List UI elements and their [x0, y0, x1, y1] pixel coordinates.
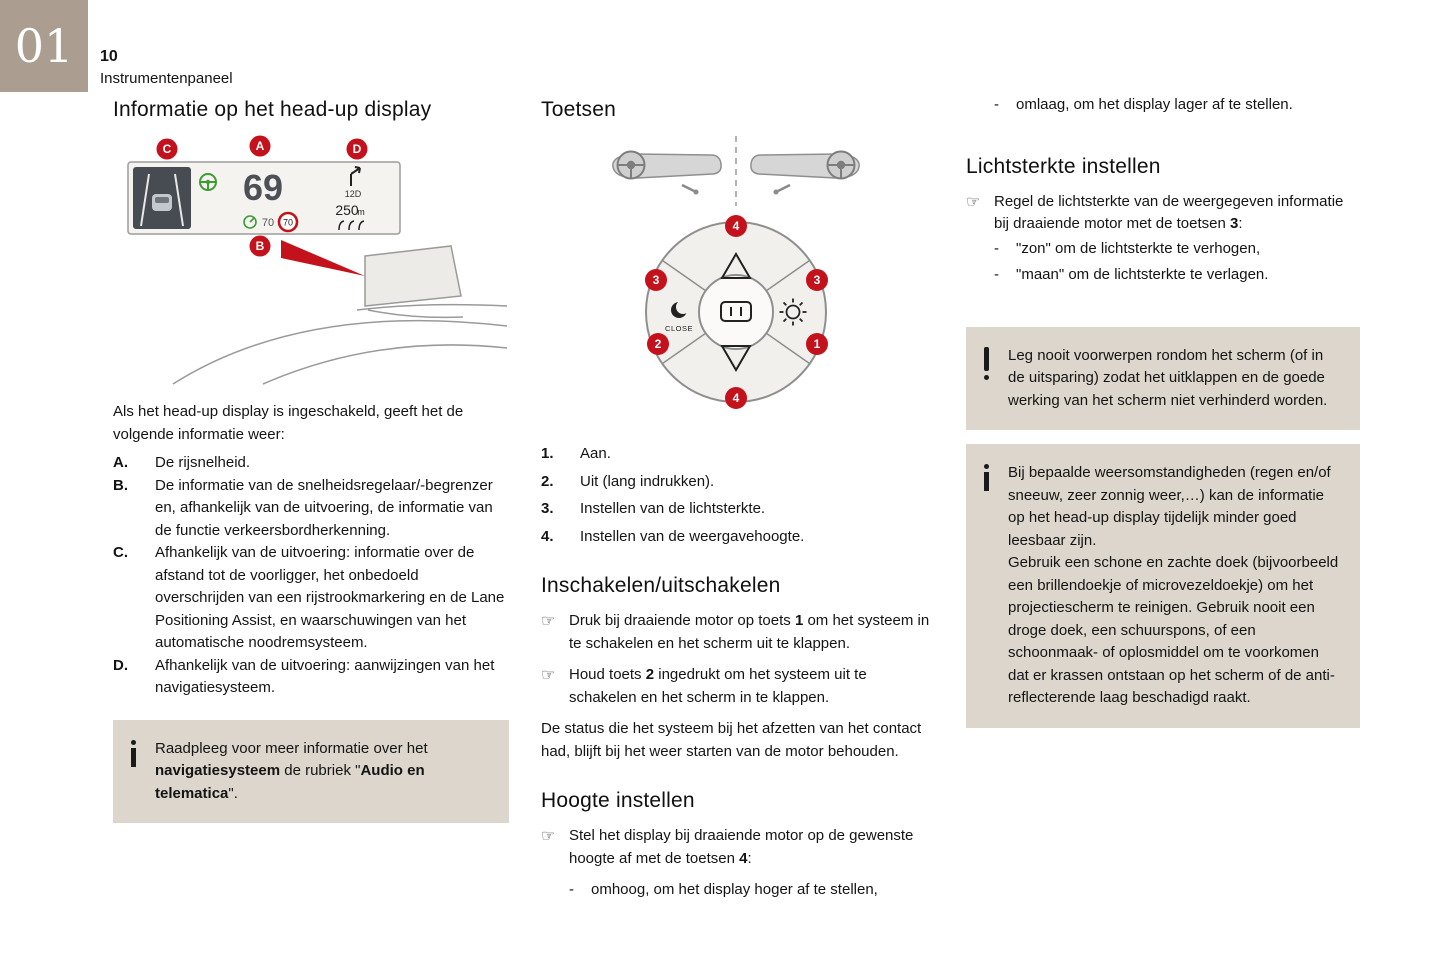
- text-segment: de rubriek ": [280, 762, 361, 779]
- dash-text: "zon" om de lichtsterkte te verhogen,: [1016, 239, 1261, 257]
- item-label: C.: [113, 544, 128, 561]
- item-number: 3.: [541, 500, 554, 517]
- chapter-number: 01: [14, 19, 74, 73]
- chapter-tab: [0, 0, 88, 92]
- label-c-text: C: [162, 142, 172, 156]
- item-number: 1.: [541, 445, 554, 462]
- button-4-text: 4: [732, 219, 740, 233]
- text-segment: ".: [228, 784, 238, 802]
- label-d-text: D: [352, 142, 362, 156]
- item-text: Uit (lang indrukken).: [580, 472, 715, 490]
- list-item: [113, 452, 509, 475]
- speed-limit-value: 70: [282, 217, 294, 228]
- text-segment: :: [1238, 215, 1243, 232]
- dash-marker: -: [994, 96, 999, 113]
- stalk-lever-icon-left: [682, 185, 699, 195]
- bullet-item: [966, 191, 1360, 236]
- button-1-text: 1: [813, 337, 821, 351]
- list-item: [541, 443, 933, 466]
- text-segment: :: [747, 849, 752, 867]
- button-3-text: 3: [813, 273, 821, 287]
- pad-center-button: [699, 275, 773, 349]
- item-number: 4.: [541, 527, 554, 545]
- item-text: De informatie van de snelheidsregelaar/-begrenzer en, afhankelijk van de uitvoering, de informatie van de functie verkeersbordherkenning.: [155, 476, 493, 539]
- steering-wheel-icon-left: [618, 152, 645, 179]
- heading-on-off: Inschakelen/uitschakelen: [541, 574, 781, 597]
- heading-hud-info: Informatie op het head-up display: [113, 98, 432, 121]
- list-item: [113, 542, 509, 655]
- hud-illustration: [113, 134, 509, 391]
- hud-distance-value: 250: [335, 202, 359, 218]
- pointer-icon: ☞: [541, 613, 556, 630]
- text-segment-bold: navigatiesysteem: [155, 762, 281, 779]
- column-right: [966, 94, 1360, 728]
- heading-brightness: Lichtsterkte instellen: [966, 154, 1161, 178]
- list-item: [541, 526, 933, 549]
- heading-buttons: Toetsen: [541, 98, 616, 121]
- text-segment-bold: Audio en telematica: [155, 762, 425, 802]
- item-text: Instellen van de lichtsterkte.: [580, 500, 766, 517]
- dash-item: [994, 238, 1360, 261]
- item-label: D.: [113, 656, 128, 674]
- text-segment: Houd toets: [569, 666, 646, 683]
- info-box-paragraph: Gebruik een schone en zachte doek (bijvoorbeeld een brillendoekje of microvezeldoekje) om het projectiescherm te reinigen. Gebruik nooit een droge doek, een schuurspons, of een schoonmaak- of oplosmiddel om te voorkomen dat er krassen ontstaan op het scherm of de anti-reflecterende laag beschadigd raakt.: [1008, 554, 1339, 706]
- projection-arrow: [281, 240, 365, 276]
- bullet-text: [569, 825, 933, 870]
- hud-speed-value: 69: [242, 167, 284, 208]
- bullet-item: [541, 825, 933, 870]
- buttons-figure: [541, 134, 931, 426]
- info-icon: [129, 738, 141, 806]
- heading-height: Hoogte instellen: [541, 789, 695, 812]
- text-segment: ingedrukt om het systeem uit te schakelen en het scherm in te klappen.: [569, 666, 867, 706]
- info-box-navigation: [113, 720, 509, 824]
- hud-exit-label: 12D: [344, 189, 362, 199]
- warning-text: Leg nooit voorwerpen rondom het scherm (of in de uitsparing) zodat het uitklappen en de goede werking van het scherm niet verhinderd worden.: [1008, 346, 1328, 409]
- buttons-illustration: [541, 134, 933, 431]
- dash-text: "maan" om de lichtsterkte te verlagen.: [1016, 266, 1269, 283]
- page-number: 10: [100, 48, 118, 65]
- bullet-text: [569, 664, 933, 709]
- hud-intro-text: Als het head-up display is ingeschakeld, geeft het de volgende informatie weer:: [113, 403, 464, 443]
- list-item: [541, 471, 933, 494]
- button-3-text: 3: [652, 273, 660, 287]
- text-segment-bold: 4: [739, 849, 748, 867]
- text-segment: Druk bij draaiende motor op toets: [569, 612, 795, 629]
- item-text: Instellen van de weergavehoogte.: [580, 527, 805, 545]
- text-segment-bold: 2: [645, 666, 655, 683]
- column-left: [113, 98, 509, 823]
- hud-figure: [113, 134, 509, 386]
- steering-wheel-icon-right: [828, 152, 855, 179]
- car-window: [155, 197, 169, 203]
- cruise-speed-value: 70: [261, 217, 275, 229]
- item-number: 2.: [541, 472, 554, 490]
- pointer-icon: ☞: [541, 667, 556, 684]
- dash-item: [994, 94, 1360, 117]
- section-title: Instrumentenpaneel: [100, 70, 233, 87]
- label-a-text: A: [255, 139, 265, 153]
- info-icon: [982, 462, 994, 710]
- hud-legend-list: [113, 452, 509, 700]
- button-4-text: 4: [732, 391, 740, 405]
- warning-box: [966, 327, 1360, 431]
- pointer-icon: ☞: [966, 193, 981, 211]
- dash-item: [569, 879, 933, 902]
- item-label: B.: [113, 476, 128, 494]
- bullet-text: [569, 610, 933, 655]
- item-text: Afhankelijk van de uitvoering: informatie over de afstand tot de voorligger, het onbedoeld overschrijden van een rijstrookmarkering en de Lane Positioning Assist, en waarschuwingen van het automatische noodremsysteem.: [155, 544, 505, 651]
- dash-item: [994, 264, 1360, 287]
- label-b-text: B: [255, 239, 265, 253]
- buttons-legend-list: [541, 443, 933, 548]
- item-label: A.: [113, 454, 128, 471]
- list-item: [113, 655, 509, 700]
- text-segment-bold: 3: [1229, 215, 1239, 232]
- stalk-lever-icon-right: [774, 185, 791, 195]
- dash-marker: -: [994, 239, 999, 257]
- item-text: Afhankelijk van de uitvoering: aanwijzingen van het navigatiesysteem.: [155, 656, 495, 696]
- bullet-text: [994, 191, 1360, 236]
- status-paragraph: De status die het systeem bij het afzetten van het contact had, blijft bij het weer starten van de motor behouden.: [541, 720, 922, 760]
- text-segment: Regel de lichtsterkte van de weergegeven informatie bij draaiende motor met de toetsen: [994, 192, 1344, 232]
- dash-text: omhoog, om het display hoger af te stellen,: [591, 881, 878, 898]
- bullet-item: [541, 664, 933, 709]
- list-item: [113, 475, 509, 543]
- info-box-paragraph: Bij bepaalde weersomstandigheden (regen en/of sneeuw, zeer zonnig weer,…) kan de informatie op het head-up display tijdelijk minder goed leesbaar zijn.: [1008, 464, 1331, 549]
- warning-icon: [982, 345, 994, 413]
- dash-text: omlaag, om het display lager af te stellen.: [1016, 96, 1293, 113]
- button-2-text: 2: [654, 337, 662, 351]
- info-box-weather: [966, 444, 1360, 728]
- close-label: CLOSE: [665, 324, 693, 333]
- text-segment: om het systeem in te schakelen en het scherm uit te klappen.: [569, 612, 930, 652]
- hud-distance-unit: m: [357, 207, 365, 217]
- list-item: [541, 498, 933, 521]
- text-segment: Stel het display bij draaiende motor op de gewenste hoogte af met de toetsen: [569, 827, 914, 867]
- item-text: De rijsnelheid.: [155, 454, 251, 471]
- item-text: Aan.: [580, 445, 611, 462]
- dash-marker: -: [569, 881, 574, 898]
- text-segment-bold: 1: [794, 612, 804, 629]
- pointer-icon: ☞: [541, 828, 556, 845]
- column-middle: [541, 98, 933, 906]
- bullet-item: [541, 610, 933, 655]
- dash-marker: -: [994, 266, 999, 283]
- info-box-text: [155, 738, 491, 806]
- text-segment: Raadpleeg voor meer informatie over het: [155, 739, 428, 757]
